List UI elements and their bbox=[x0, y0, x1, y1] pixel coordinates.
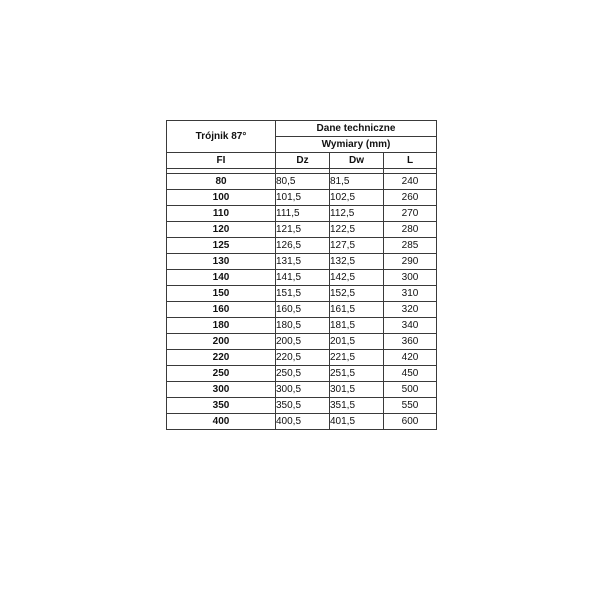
cell-dz: 126,5 bbox=[276, 238, 330, 254]
table-row bbox=[167, 318, 437, 334]
cell-dz: 141,5 bbox=[276, 270, 330, 286]
cell-dw: 132,5 bbox=[330, 254, 384, 270]
cell-dz: 121,5 bbox=[276, 222, 330, 238]
cell-dw: 301,5 bbox=[330, 382, 384, 398]
cell-l: 550 bbox=[384, 398, 437, 414]
cell-dw: 351,5 bbox=[330, 398, 384, 414]
cell-fi: 160 bbox=[167, 302, 276, 318]
cell-l: 310 bbox=[384, 286, 437, 302]
column-header-dz: Dz bbox=[276, 153, 330, 169]
product-label: Trójnik 87° bbox=[167, 121, 276, 153]
cell-dw: 201,5 bbox=[330, 334, 384, 350]
table-row bbox=[167, 286, 437, 302]
column-header-dw: Dw bbox=[330, 153, 384, 169]
column-header-l: L bbox=[384, 153, 437, 169]
cell-dw: 127,5 bbox=[330, 238, 384, 254]
table-row bbox=[167, 254, 437, 270]
cell-fi: 300 bbox=[167, 382, 276, 398]
cell-l: 320 bbox=[384, 302, 437, 318]
table-row bbox=[167, 302, 437, 318]
cell-fi: 150 bbox=[167, 286, 276, 302]
table-row bbox=[167, 398, 437, 414]
cell-dw: 142,5 bbox=[330, 270, 384, 286]
cell-dz: 300,5 bbox=[276, 382, 330, 398]
cell-fi: 180 bbox=[167, 318, 276, 334]
table-row bbox=[167, 350, 437, 366]
column-header-fi: FI bbox=[167, 153, 276, 169]
cell-fi: 140 bbox=[167, 270, 276, 286]
cell-fi: 130 bbox=[167, 254, 276, 270]
cell-fi: 120 bbox=[167, 222, 276, 238]
cell-dw: 251,5 bbox=[330, 366, 384, 382]
cell-dz: 180,5 bbox=[276, 318, 330, 334]
group-header: Dane techniczne bbox=[276, 121, 437, 137]
cell-dz: 220,5 bbox=[276, 350, 330, 366]
cell-dz: 111,5 bbox=[276, 206, 330, 222]
cell-l: 240 bbox=[384, 174, 437, 190]
header-row-group bbox=[167, 121, 437, 137]
cell-fi: 125 bbox=[167, 238, 276, 254]
cell-l: 285 bbox=[384, 238, 437, 254]
table-row bbox=[167, 366, 437, 382]
cell-dw: 161,5 bbox=[330, 302, 384, 318]
cell-fi: 400 bbox=[167, 414, 276, 430]
cell-dz: 131,5 bbox=[276, 254, 330, 270]
cell-l: 270 bbox=[384, 206, 437, 222]
table-row bbox=[167, 174, 437, 190]
cell-dw: 221,5 bbox=[330, 350, 384, 366]
table-row bbox=[167, 270, 437, 286]
cell-dz: 350,5 bbox=[276, 398, 330, 414]
spec-sheet bbox=[166, 120, 436, 430]
cell-l: 280 bbox=[384, 222, 437, 238]
cell-fi: 80 bbox=[167, 174, 276, 190]
cell-dz: 250,5 bbox=[276, 366, 330, 382]
cell-fi: 220 bbox=[167, 350, 276, 366]
cell-dw: 401,5 bbox=[330, 414, 384, 430]
cell-dw: 102,5 bbox=[330, 190, 384, 206]
table-row bbox=[167, 190, 437, 206]
cell-fi: 350 bbox=[167, 398, 276, 414]
sub-header: Wymiary (mm) bbox=[276, 137, 437, 153]
cell-fi: 110 bbox=[167, 206, 276, 222]
table-row bbox=[167, 238, 437, 254]
table-row bbox=[167, 382, 437, 398]
table-row bbox=[167, 334, 437, 350]
cell-l: 500 bbox=[384, 382, 437, 398]
cell-l: 300 bbox=[384, 270, 437, 286]
cell-dw: 181,5 bbox=[330, 318, 384, 334]
table-row bbox=[167, 414, 437, 430]
table-row bbox=[167, 206, 437, 222]
technical-data-table bbox=[166, 120, 437, 430]
cell-dw: 112,5 bbox=[330, 206, 384, 222]
cell-l: 360 bbox=[384, 334, 437, 350]
cell-dw: 152,5 bbox=[330, 286, 384, 302]
cell-dz: 400,5 bbox=[276, 414, 330, 430]
cell-l: 450 bbox=[384, 366, 437, 382]
cell-dz: 101,5 bbox=[276, 190, 330, 206]
table-row bbox=[167, 222, 437, 238]
cell-l: 340 bbox=[384, 318, 437, 334]
cell-l: 290 bbox=[384, 254, 437, 270]
column-header-row bbox=[167, 153, 437, 169]
cell-l: 600 bbox=[384, 414, 437, 430]
cell-dz: 151,5 bbox=[276, 286, 330, 302]
cell-dz: 200,5 bbox=[276, 334, 330, 350]
cell-l: 420 bbox=[384, 350, 437, 366]
cell-fi: 100 bbox=[167, 190, 276, 206]
cell-dz: 160,5 bbox=[276, 302, 330, 318]
cell-fi: 200 bbox=[167, 334, 276, 350]
cell-dz: 80,5 bbox=[276, 174, 330, 190]
cell-fi: 250 bbox=[167, 366, 276, 382]
cell-dw: 122,5 bbox=[330, 222, 384, 238]
cell-l: 260 bbox=[384, 190, 437, 206]
cell-dw: 81,5 bbox=[330, 174, 384, 190]
